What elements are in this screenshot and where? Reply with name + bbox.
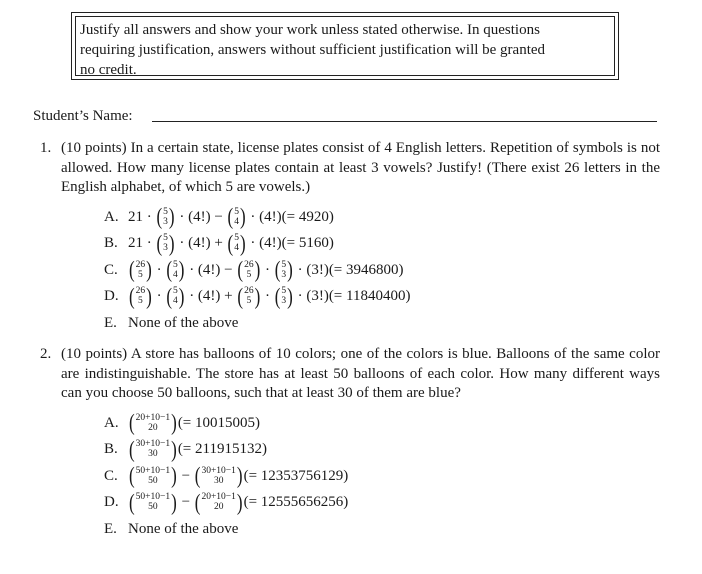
option-expression (128, 410, 260, 437)
option-c[interactable] (104, 257, 660, 284)
binomial: ( 50+10−1 50 ) (129, 489, 177, 516)
binomial: ( 5 4 ) (227, 230, 246, 257)
option-d[interactable] (104, 489, 660, 516)
binomial: ( 26 5 ) (129, 256, 152, 283)
binomial: ( 26 5 ) (237, 256, 261, 283)
binomial: ( 20+10−1 20 ) (194, 489, 243, 516)
option-letter: A. (104, 414, 119, 431)
option-letter: B. (104, 441, 118, 457)
answer-options (104, 204, 660, 337)
option-letter: D. (104, 288, 119, 304)
binomial: ( 5 3 ) (274, 256, 293, 283)
instructions-line-2: requiring justification, answers without sufficient justification will be granted (80, 42, 546, 58)
student-name-field[interactable] (152, 121, 657, 122)
binomial: ( 5 3 ) (274, 283, 293, 310)
option-result: (= 12353756129) (243, 467, 349, 484)
option-expression (128, 436, 267, 463)
option-text: None of the above (128, 314, 239, 331)
option-letter: C. (104, 467, 118, 484)
instructions-box (71, 12, 619, 80)
binomial: ( 5 4 ) (227, 203, 246, 230)
option-a[interactable] (104, 204, 660, 231)
instructions-line-1: Justify all answers and show your work unless stated otherwise. In questions (80, 22, 540, 38)
question-1 (40, 139, 660, 336)
option-e[interactable] (104, 310, 660, 337)
binomial: ( 50+10−1 50 ) (129, 462, 177, 489)
option-expression: ( 26 5 ) · ( 5 4 ) · (4!) − ( 26 5 ) · ( 5 3 ) · (3!) (= 3946800) (129, 256, 404, 283)
question-2 (40, 345, 660, 542)
option-expression: 21 · ( 5 3 ) · (4!) + ( 5 4 ) · (4!) (= 5160) (128, 230, 334, 257)
option-text: None of the above (128, 520, 239, 537)
option-d[interactable] (104, 283, 660, 310)
option-a[interactable] (104, 410, 660, 437)
option-result: (= 3946800) (328, 261, 404, 278)
option-result: (= 4920) (281, 208, 334, 225)
option-letter: A. (104, 208, 119, 225)
option-expression: ( 50+10−1 50 ) − ( 30+10−1 30 ) (= 12353756129) (129, 462, 349, 489)
option-result: (= 211915132) (177, 441, 267, 457)
option-result: (= 11840400) (328, 288, 411, 304)
instructions-text (75, 16, 615, 76)
option-letter: C. (104, 261, 118, 278)
option-letter: E. (104, 314, 117, 331)
option-letter: E. (104, 520, 117, 537)
option-letter: B. (104, 235, 118, 251)
option-b[interactable] (104, 230, 660, 257)
option-b[interactable] (104, 436, 660, 463)
binomial: ( 5 3 ) (156, 230, 175, 257)
question-number: 1. (40, 140, 52, 156)
question-text: (10 points) In a certain state, license plates consist of 4 English letters. Repetition of symbols is not allowed. How many license plates contain at least 3 vowels? Justify! (There exist 26 letters in the English alphabet, of which 5 are vowels.) (61, 140, 660, 195)
binomial: ( 26 5 ) (129, 283, 152, 310)
option-expression: ( 50+10−1 50 ) − ( 20+10−1 20 ) (= 12555656256) (129, 489, 349, 516)
option-result: (= 5160) (281, 235, 334, 251)
option-letter: D. (104, 494, 119, 510)
binomial: ( 5 3 ) (156, 203, 175, 230)
option-e[interactable] (104, 516, 660, 543)
option-c[interactable] (104, 463, 660, 490)
answer-options (104, 410, 660, 543)
option-result: (= 12555656256) (243, 494, 349, 510)
instructions-line-3: no credit. (80, 62, 137, 78)
option-expression: 21 · ( 5 3 ) · (4!) − ( 5 4 ) · (4!) (= 4920) (128, 203, 334, 230)
binomial: ( 20+10−1 20 ) (129, 409, 177, 436)
student-name-label: Student’s Name: (33, 108, 133, 124)
question-number: 2. (40, 346, 52, 362)
binomial: ( 30+10−1 30 ) (129, 436, 177, 463)
question-text: (10 points) A store has balloons of 10 colors; one of the colors is blue. Balloons of the same color are indistinguishable. The store has at least 50 balloons of each color. How many different ways can you choose 50 balloons, such that at least 30 of them are blue? (61, 346, 660, 401)
binomial: ( 5 4 ) (166, 283, 185, 310)
binomial: ( 30+10−1 30 ) (194, 462, 243, 489)
binomial: ( 5 4 ) (166, 256, 185, 283)
binomial: ( 26 5 ) (237, 283, 261, 310)
option-result: (= 10015005) (177, 414, 261, 431)
option-expression: ( 26 5 ) · ( 5 4 ) · (4!) + ( 26 5 ) · ( 5 3 ) · (3!) (= 11840400) (129, 283, 411, 310)
